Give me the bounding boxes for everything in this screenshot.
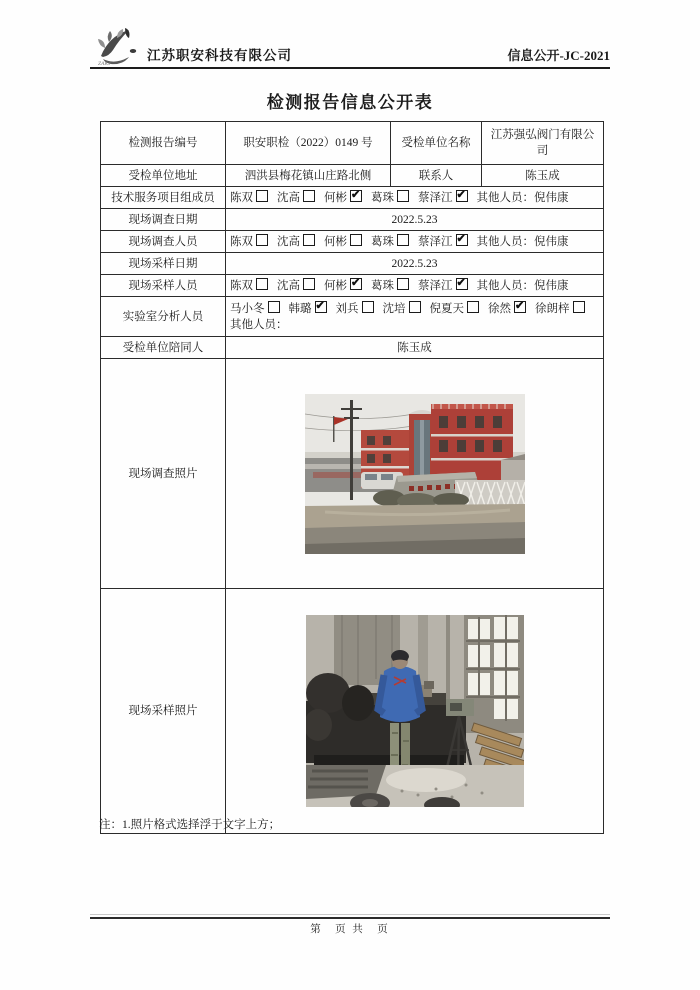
staff-name: 何彬 — [324, 279, 347, 292]
staff-checkbox-item — [418, 190, 468, 206]
svg-text:ZAKJ: ZAKJ — [98, 61, 111, 66]
staff-checkbox-item — [430, 301, 480, 317]
checkbox-empty-icon — [256, 190, 268, 202]
sampling-date-label: 现场采样日期 — [101, 253, 226, 275]
staff-name: 葛珠 — [371, 279, 394, 292]
checkbox-checked-icon — [315, 301, 327, 313]
staff-checkbox-item — [230, 278, 268, 294]
table-row — [101, 589, 604, 834]
other-staff-value: 倪伟康 — [534, 279, 569, 292]
checkbox-empty-icon — [256, 278, 268, 290]
checkbox-empty-icon — [303, 190, 315, 202]
staff-checkbox-item — [324, 234, 362, 250]
checkbox-empty-icon — [303, 278, 315, 290]
checkbox-checked-icon — [456, 234, 468, 246]
checkbox-empty-icon — [397, 190, 409, 202]
staff-checkbox-item — [371, 234, 409, 250]
other-staff-value: 倪伟康 — [534, 235, 569, 248]
staff-name: 沈培 — [382, 302, 406, 315]
staff-name: 陈双 — [230, 235, 253, 248]
table-row — [101, 297, 604, 337]
checkbox-checked-icon — [350, 190, 362, 202]
staff-name: 葛珠 — [371, 191, 394, 204]
lab-staff-label: 实验室分析人员 — [101, 297, 226, 337]
checkbox-empty-icon — [573, 301, 585, 313]
checkbox-empty-icon — [397, 278, 409, 290]
staff-checkbox-item — [371, 190, 409, 206]
staff-checkbox-item — [488, 301, 526, 317]
other-staff-label: 其他人员： — [476, 235, 534, 248]
checkbox-checked-icon — [456, 190, 468, 202]
checkbox-checked-icon — [456, 278, 468, 290]
staff-name: 蔡泽江 — [418, 279, 453, 292]
unit-name-value: 江苏强弘阀门有限公司 — [482, 122, 604, 165]
sampling-photo-image — [306, 615, 524, 807]
staff-checkbox-item — [277, 278, 315, 294]
staff-name: 沈高 — [277, 235, 300, 248]
staff-checkbox-item — [230, 190, 268, 206]
table-row — [101, 253, 604, 275]
sampling-photo-label: 现场采样照片 — [101, 589, 226, 834]
survey-staff-cell — [226, 231, 604, 253]
table-row — [101, 359, 604, 589]
survey-photo-cell — [226, 359, 604, 589]
other-staff-value: 倪伟康 — [534, 191, 569, 204]
header-rule — [90, 67, 610, 69]
survey-date-value: 2022.5.23 — [226, 209, 604, 231]
other-staff-label: 其他人员： — [476, 279, 534, 292]
page-number-text: 第 页 共 页 — [310, 924, 390, 935]
sampling-staff-label: 现场采样人员 — [101, 275, 226, 297]
checkbox-empty-icon — [256, 234, 268, 246]
staff-name: 蔡泽江 — [418, 235, 453, 248]
staff-name: 何彬 — [324, 235, 347, 248]
unit-name-label: 受检单位名称 — [391, 122, 482, 165]
escort-label: 受检单位陪同人 — [101, 337, 226, 359]
unit-address-label: 受检单位地址 — [101, 165, 226, 187]
survey-photo-label: 现场调查照片 — [101, 359, 226, 589]
checkbox-empty-icon — [397, 234, 409, 246]
staff-checkbox-item — [371, 278, 409, 294]
staff-checkbox-item — [277, 234, 315, 250]
staff-checkbox-item — [277, 190, 315, 206]
staff-checkbox-item — [324, 278, 362, 294]
staff-name: 刘兵 — [335, 302, 359, 315]
report-no-label: 检测报告编号 — [101, 122, 226, 165]
checkbox-empty-icon — [362, 301, 374, 313]
company-logo-icon — [95, 26, 145, 66]
unit-address-value: 泗洪县梅花镇山庄路北侧 — [226, 165, 391, 187]
checkbox-empty-icon — [409, 301, 421, 313]
checkbox-empty-icon — [303, 234, 315, 246]
staff-name: 韩璐 — [288, 302, 312, 315]
staff-checkbox-item — [336, 301, 374, 317]
staff-name: 沈高 — [277, 191, 300, 204]
staff-name: 沈高 — [277, 279, 300, 292]
staff-name: 何彬 — [324, 191, 347, 204]
page-title: 检测报告信息公开表 — [266, 93, 434, 112]
staff-checkbox-item — [383, 301, 421, 317]
table-row — [101, 231, 604, 253]
sampling-photo-cell — [226, 589, 604, 834]
other-staff-label: 其他人员： — [230, 318, 288, 331]
report-info-table — [100, 121, 604, 834]
staff-name: 蔡泽江 — [418, 191, 453, 204]
checkbox-empty-icon — [350, 234, 362, 246]
table-row — [101, 165, 604, 187]
table-row — [101, 187, 604, 209]
checkbox-checked-icon — [350, 278, 362, 290]
contact-value: 陈玉成 — [482, 165, 604, 187]
staff-checkbox-item — [289, 301, 327, 317]
contact-label: 联系人 — [391, 165, 482, 187]
checkbox-empty-icon — [467, 301, 479, 313]
survey-photo-image — [305, 394, 525, 554]
table-row — [101, 122, 604, 165]
checkbox-checked-icon — [514, 301, 526, 313]
staff-name: 徐然 — [488, 302, 511, 315]
sampling-date-value: 2022.5.23 — [226, 253, 604, 275]
footnote: 注：1.照片格式选择浮于文字上方； — [99, 819, 281, 831]
document-code: 信息公开-JC-2021 — [507, 48, 610, 63]
survey-date-label: 现场调查日期 — [101, 209, 226, 231]
staff-checkbox-item — [418, 234, 468, 250]
survey-staff-label: 现场调查人员 — [101, 231, 226, 253]
other-staff — [477, 278, 569, 294]
staff-name: 徐朗梓 — [535, 302, 570, 315]
other-staff — [477, 190, 569, 206]
staff-name: 陈双 — [230, 191, 253, 204]
staff-name: 陈双 — [230, 279, 253, 292]
table-row — [101, 209, 604, 231]
staff-checkbox-item — [535, 301, 585, 317]
staff-checkbox-item — [230, 234, 268, 250]
checkbox-empty-icon — [268, 301, 280, 313]
staff-checkbox-item — [418, 278, 468, 294]
table-row — [101, 337, 604, 359]
sampling-staff-cell — [226, 275, 604, 297]
escort-value: 陈玉成 — [226, 337, 604, 359]
other-staff-label: 其他人员： — [476, 191, 534, 204]
staff-checkbox-item — [324, 190, 362, 206]
other-staff — [477, 234, 569, 250]
staff-name: 倪夏天 — [429, 302, 464, 315]
staff-checkbox-item — [230, 301, 280, 317]
other-staff — [230, 317, 288, 333]
lab-staff-cell — [226, 297, 604, 337]
company-name: 江苏职安科技有限公司 — [147, 48, 292, 63]
footer-rule-light — [90, 914, 610, 915]
team-label: 技术服务项目组成员 — [101, 187, 226, 209]
team-members-cell — [226, 187, 604, 209]
report-no-value: 职安职检（2022）0149 号 — [226, 122, 391, 165]
staff-name: 马小冬 — [230, 302, 265, 315]
staff-name: 葛珠 — [371, 235, 394, 248]
page-header — [95, 26, 610, 66]
footer-rule — [90, 917, 610, 919]
table-row — [101, 275, 604, 297]
